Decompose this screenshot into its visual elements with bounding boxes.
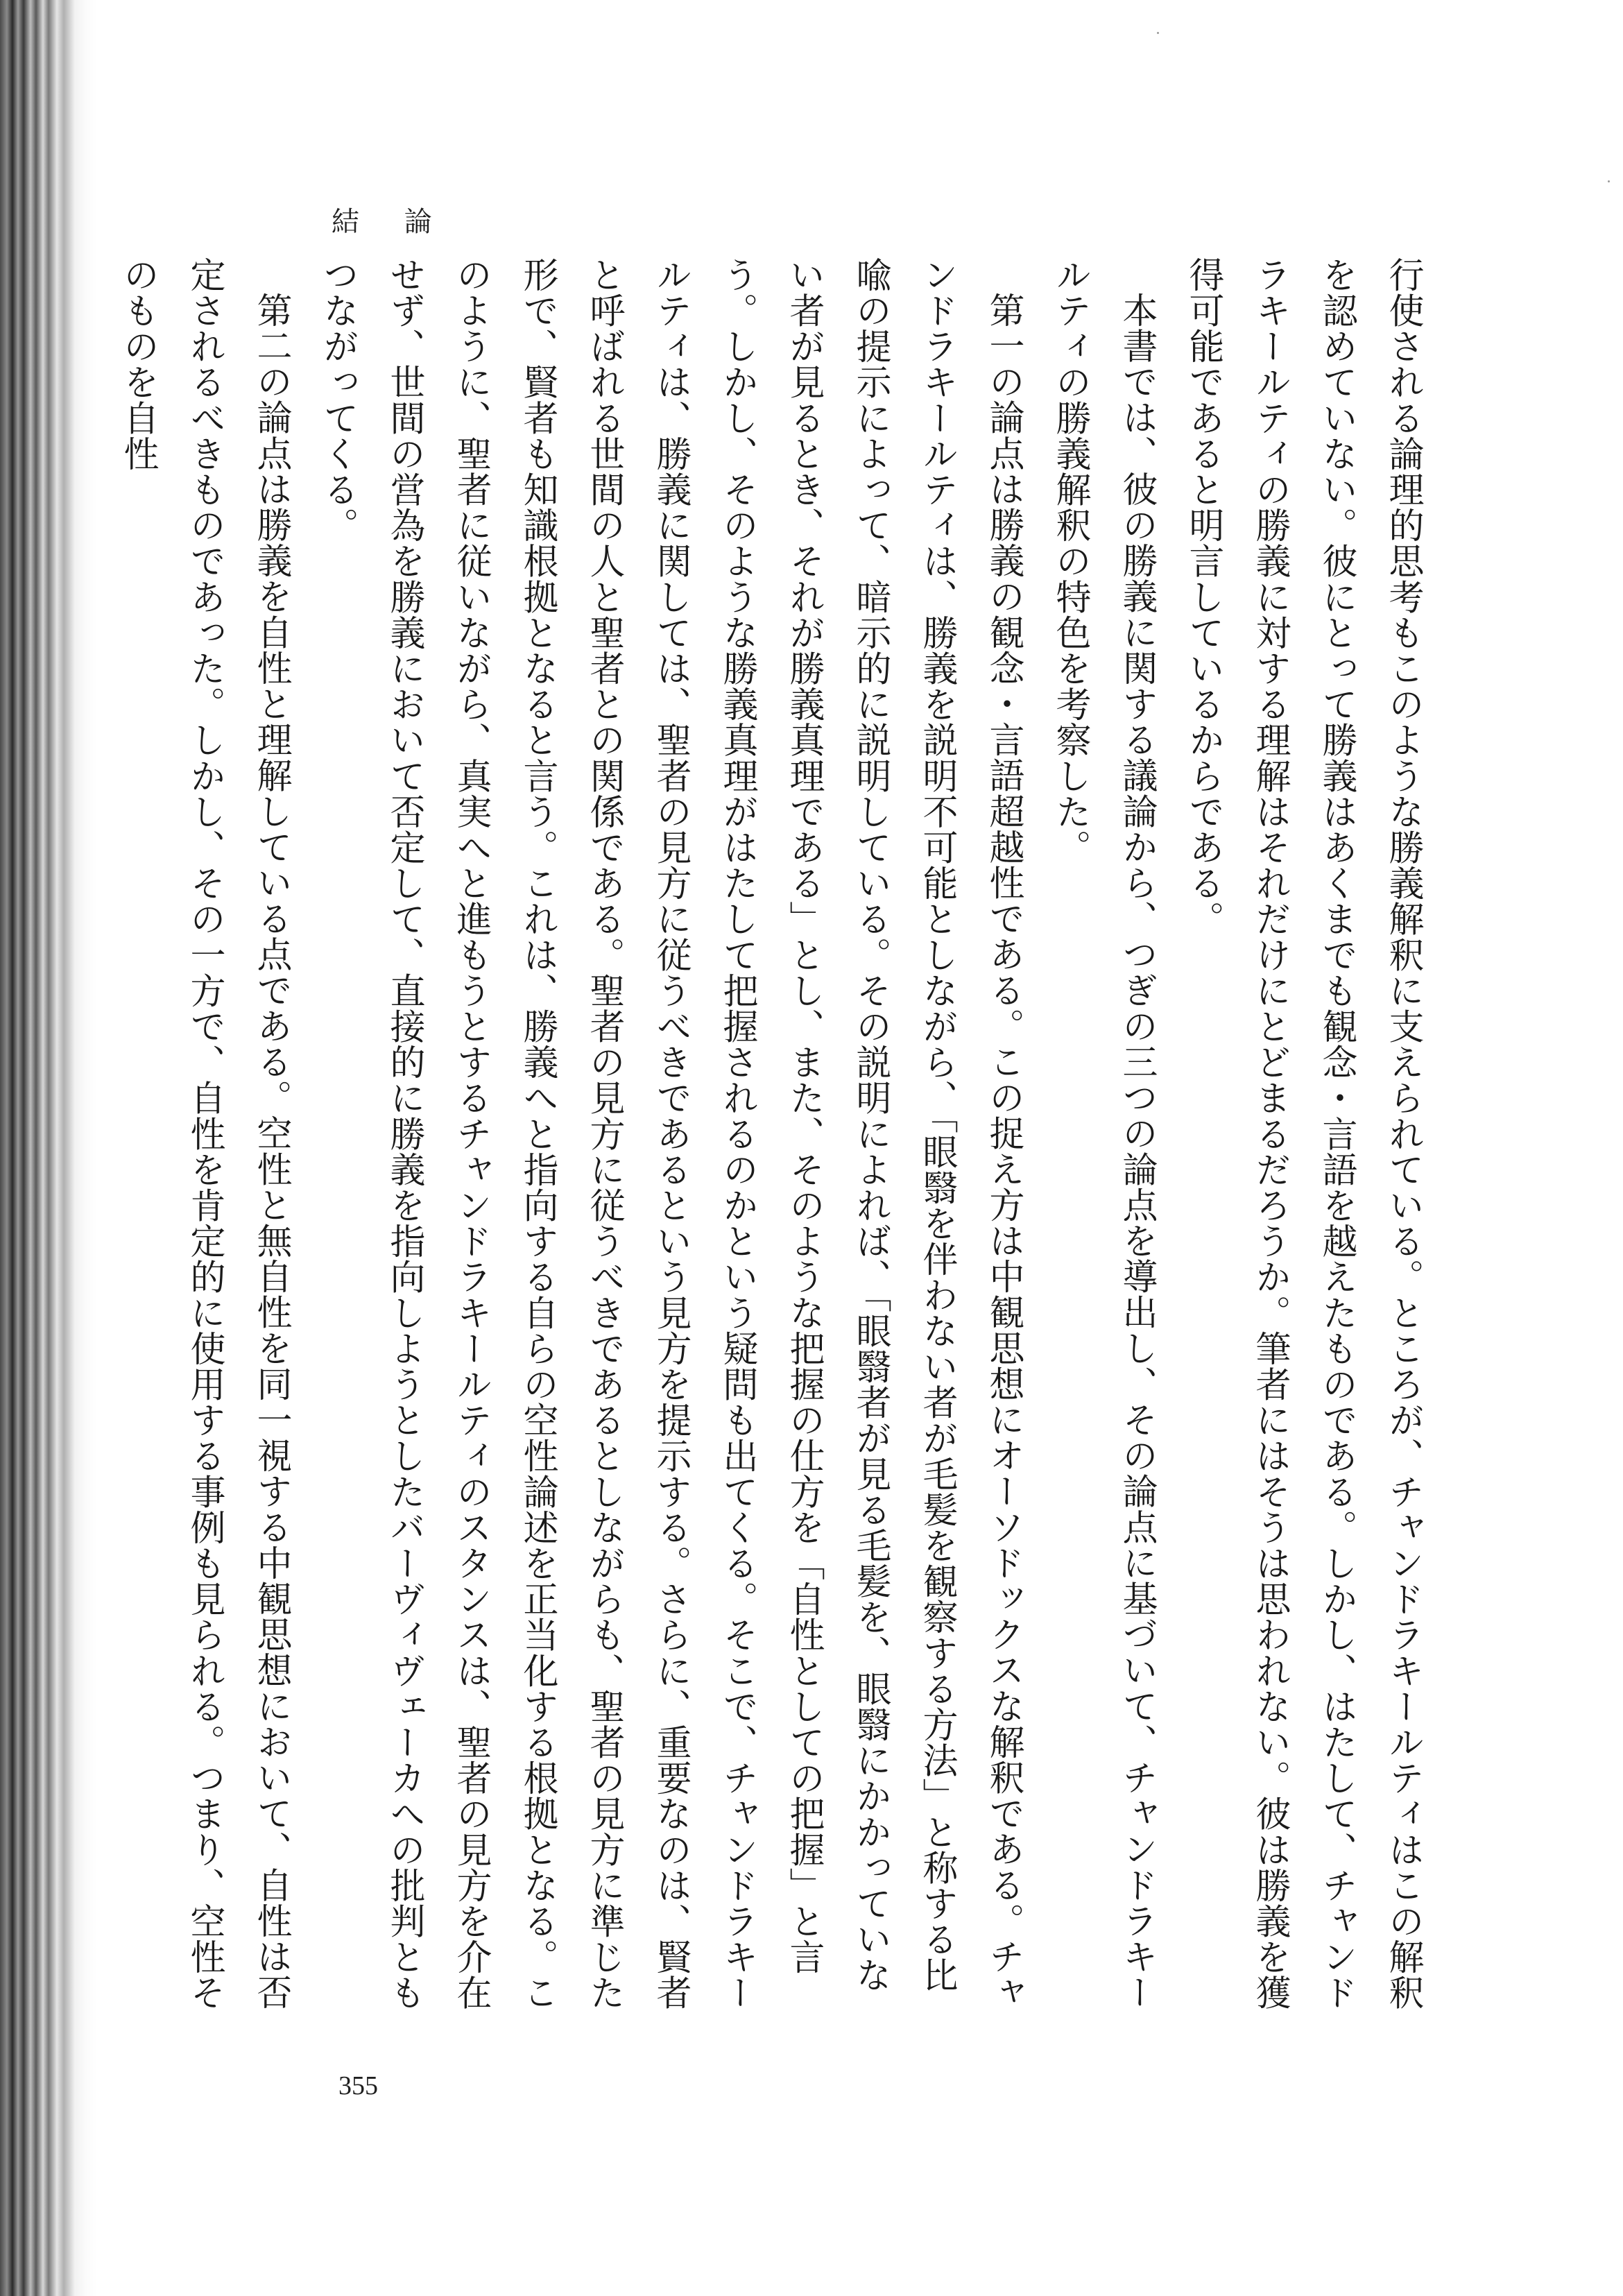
scan-speck bbox=[1608, 180, 1610, 182]
binding-shadow bbox=[0, 0, 97, 2296]
running-head: 結 論 bbox=[332, 206, 450, 238]
scan-speck bbox=[1157, 32, 1159, 34]
paragraph-1: 行使される論理的思考もこのような勝義解釈に支えられている。ところが、チャンドラキールティはこの解釈を認めていない。彼にとって勝義はあくまでも観念・言語を越えたものである。しかし、はたして、チャンドラキールティの勝義に対する理解はそれだけにとどまるだろうか。筆者にはそうは思われない。彼は勝義を獲得可能であると明言しているからである。 bbox=[1183, 257, 1423, 2011]
paragraph-3: 第一の論点は勝義の観念・言語超越性である。この捉え方は中観思想にオーソドックスな解釈である。チャンドラキールティは、勝義を説明不可能としながら、「眼翳を伴わない者が毛髪を観察する方法」と称する比喩の提示によって、暗示的に説明している。その説明によれば、「眼翳者が見る毛髪を、眼翳にかかっていない者が見るとき、それが勝義真理である」とし、また、そのような把握の仕方を「自性としての把握」と言う。しかし、そのような勝義真理がはたして把握されるのかという疑問も出てくる。そこで、チャンドラキールティは、勝義に関しては、聖者の見方に従うべきであるという見方を提示する。さらに、重要なのは、賢者と呼ばれる世間の人と聖者との関係である。聖者の見方に従うべきであるとしながらも、聖者の見方に準じた形で、賢者も知識根拠となると言う。これは、勝義へと指向する自らの空性論述を正当化する根拠となる。このように、聖者に従いながら、真実へと進もうとするチャンドラキールティのスタンスは、聖者の見方を介在せず、世間の営為を勝義において否定して、直接的に勝義を指向しようとしたバーヴィヴェーカへの批判ともつながってくる。 bbox=[317, 257, 1024, 2011]
body-text bbox=[117, 257, 1436, 2025]
page-number: 355 bbox=[338, 2071, 378, 2100]
paragraph-2: 本書では、彼の勝義に関する議論から、つぎの三つの論点を導出し、その論点に基づいて、チャンドラキールティの勝義解釈の特色を考察した。 bbox=[1049, 257, 1157, 2010]
paragraph-4: 第二の論点は勝義を自性と理解している点である。空性と無自性を同一視する中観思想において、自性は否定されるべきものであった。しかし、その一方で、自性を肯定的に使用する事例も見られる。つまり、空性そのものを自性 bbox=[117, 257, 291, 2011]
